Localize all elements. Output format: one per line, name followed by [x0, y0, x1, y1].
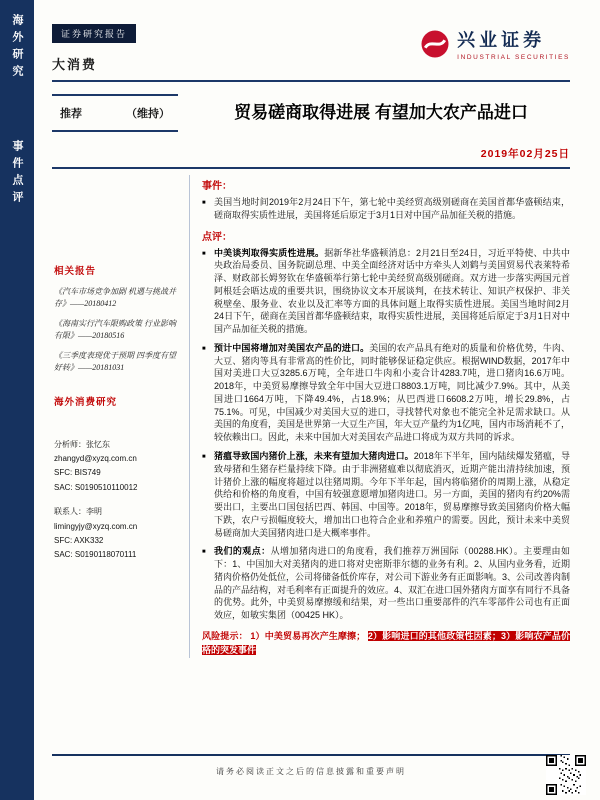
comment-body: 美国的农产品具有绝对的质量和价格优势，牛肉、大豆、猪肉等具有非常高的性价比，同时能够保证稳定供应。根据WIND数据，2017年中国对美进口大豆3285.6万吨，全年进口牛肉和小麦合计4283.7吨，进口猪肉16.6万吨。2018年，中美贸易摩擦导致全年中国大豆进口8803.1万吨，同比减少7.9%。其中，从美国进口1664万吨，下降49.4%，占18.9%；从巴西进口6608.2万吨，增长29.8%，占75.1%。可见，中国减少对美国大豆的进口，寻找替代对象也不能完全补足需求缺口。从美国的角度看，美国是世界第一大豆生产国，年大豆产量约为1亿吨，国内市场消耗不了，较依赖出口。因此，未来中国加大对美国农产品进口将成为双方共同的诉求。: [214, 342, 571, 443]
qr-code: [546, 755, 586, 795]
analyst-sac: SAC: S0190510110012: [54, 482, 138, 492]
rating-status: （维持）: [126, 108, 170, 120]
bullet-marker-icon: ■: [202, 549, 206, 556]
brand-emblem-icon: [420, 29, 450, 59]
contact-sac: SAC: S0190118070111: [54, 550, 137, 560]
comment-body: 据新华社华盛顿消息：2月21日至24日，习近平特使、中共中央政治局委员、国务院副总理、中美全面经济对话中方牵头人刘鹤与美国贸易代表莱特希泽、财政部长姆努钦在华盛顿举行第七轮中美经贸高级别磋商。双方进一步落实两国元首阿根廷会晤达成的重要共识，围绕协议文本开展谈判，在技术转让、知识产权保护、非关税壁垒、服务业、农业以及汇率等方面的具体问题上取得实质性进展。美国当地时间2月24日下午，磋商在美国首都华盛顿结束，取得实质性进展，美国将延后原定于3月1日对中国产品加征关税的措施。: [214, 247, 570, 335]
risk-item-1: 1）中美贸易再次产生摩擦；: [250, 630, 366, 641]
risk-prefix: 风险提示：: [202, 630, 248, 641]
analyst-email: zhangyd@xyzq.com.cn: [54, 453, 137, 463]
title-divider: [52, 167, 570, 169]
brand-text: [457, 26, 570, 61]
comment-bullet-2: [202, 342, 570, 444]
research-team-label: 海外消费研究: [54, 396, 118, 408]
comment-bullet-4: [202, 545, 570, 622]
report-date: 2019年02月25日: [480, 148, 570, 160]
related-reports-heading: 相关报告: [54, 266, 97, 277]
related-report-item: 《汽车市场竞争加剧 机遇与挑战并存》——20180412: [54, 287, 176, 308]
bullet-marker-icon: ■: [202, 250, 206, 257]
bullet-marker-icon: ■: [202, 454, 206, 461]
analyst-name: 分析师：张忆东: [54, 439, 110, 449]
brand-logo: [420, 26, 570, 61]
left-column: [52, 175, 190, 658]
contact-email: limingyjy@xyzq.com.cn: [54, 521, 138, 531]
bullet-marker-icon: ■: [202, 345, 206, 352]
event-paragraph: [202, 196, 570, 222]
comment-section-label: 点评：: [202, 231, 232, 243]
comment-lead: 中美谈判取得实质性进展。: [214, 247, 325, 258]
rating-label: 推荐: [60, 108, 82, 120]
comment-text: [214, 450, 570, 539]
comment-text: [214, 545, 570, 622]
category-label: 大消费: [52, 57, 98, 72]
comment-text: [214, 247, 570, 336]
comment-lead: 猪瘟导致国内猪价上涨，未来有望加大猪肉进口。: [214, 451, 414, 462]
event-section-label: 事件：: [202, 181, 232, 192]
title-row: [52, 94, 570, 132]
comment-text: [214, 342, 570, 444]
contact-name: 联系人：李明: [54, 507, 102, 517]
rating-box: [52, 94, 178, 132]
contact-sfc: SFC: AXK332: [54, 535, 104, 545]
comment-lead: 我们的观点：: [214, 546, 271, 557]
comment-bullet-3: [202, 450, 570, 539]
side-strip: [0, 0, 34, 800]
page-footer: [52, 754, 570, 800]
header-divider: [52, 80, 570, 82]
report-type-badge: 证券研究报告: [52, 24, 136, 43]
risk-warning: [202, 630, 570, 658]
report-header: [52, 24, 570, 73]
header-left: [52, 24, 136, 73]
brand-subtitle: INDUSTRIAL SECURITIES: [457, 54, 570, 61]
page-content: [34, 0, 600, 800]
footer-divider: [52, 754, 570, 756]
comment-body: 从增加猪肉进口的角度看，我们推荐万洲国际（00288.HK）。主要理由如下：1、中国加大对美猪肉的进口将对史密斯菲尔德的业务有利。2、从国内业务看，近期猪肉价格仍处低位，公司将储备低价库存，对公司下游业务有正面影响。3、公司改善肉制品的产品结构，对毛利率有正面提升的效应。4、双汇在进口国外猪肉方面享有同行不具备的优势。此外，中美贸易摩擦缓和结果，对一些出口重要部件的汽车零部件公司也有正面效应，如敏实集团（00425 HK）。: [214, 546, 571, 621]
body-grid: [52, 175, 570, 658]
brand-name: 兴业证券: [457, 30, 546, 50]
comment-body: 2018年下半年，国内陆续爆发猪瘟，导致母猪和生猪存栏量持续下降。由于非洲猪瘟难以彻底消灭，近期产能出清持续加速，预计猪价上涨的幅度将超过以往猪周期。今年下半年起，国内将临猪价的周期上涨，从稳定供给和价格的角度看，中国有较强意愿增加猪肉进口。另一方面，美国的猪肉有约20%需要出口，主要出口国包括巴西、韩国、中国等。2018年，贸易摩擦导致美国猪肉价格大幅下跌，农户亏损幅度较大，增加出口也符合企业和养殖户的需要。因此，预计未来中美贸易磋商加大美国猪肉进口是大概率事件。: [214, 451, 570, 538]
bullet-marker-icon: ■: [202, 200, 206, 206]
event-text: 美国当地时间2019年2月24日下午，第七轮中美经贸高级别磋商在美国首都华盛顿结束，磋商取得实质性进展，美国将延后原定于3月1日对中国产品加征关税的措施。: [214, 197, 570, 220]
comment-lead: 预计中国将增加对美国农产品的进口。: [214, 342, 370, 353]
analyst-sfc: SFC: BIS749: [54, 468, 101, 478]
comment-bullet-1: [202, 247, 570, 336]
page-title: 贸易磋商取得进展 有望加大农产品进口: [234, 102, 528, 122]
risk-item-2: 2）影响进口的其他政策性因素；3）影响农产品价格的突发事件: [202, 630, 570, 655]
strip-label-overseas-research: 海外研究: [11, 14, 23, 82]
strip-label-event-comment: 事件点评: [11, 140, 23, 208]
related-report-item: 《三季度表现优于预期 四季度有望好转》——20181031: [54, 351, 176, 372]
related-report-item: 《海南实行汽车限购政策 行业影响有限》——20180516: [54, 319, 176, 340]
footer-disclaimer: 请务必阅读正文之后的信息披露和重要声明: [216, 767, 406, 776]
main-column: [190, 175, 570, 658]
